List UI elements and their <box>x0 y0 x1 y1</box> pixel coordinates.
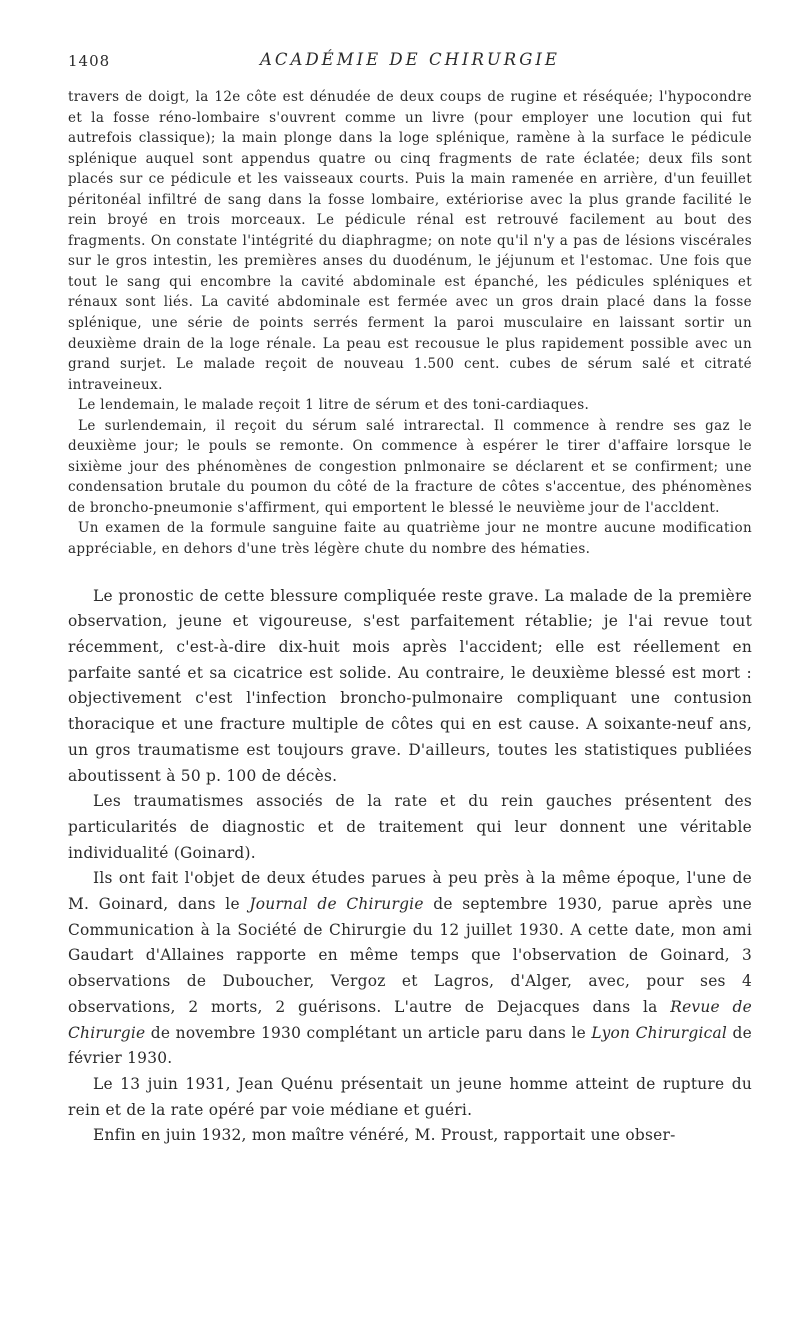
discussion-paragraph-prognosis: Le pronostic de cette blessure compliquée reste grave. La malade de la première observation, jeune et vigoureuse, s'est parfaitement rétablie; je l'ai revue tout récemment, c'est-à-dire dix-huit mois après l'accident; elle est réellement en parfaite santé et sa cicatrice est solide. Au contraire, le deuxième blessé est mort : objectivement c'est l'infection broncho-pulmonaire compliquant une contusion thoracique et une fracture multiple de côtes qui en est cause. A soixante-neuf ans, un gros traumatisme est toujours grave. D'ailleurs, toutes les statistiques publiées aboutissent à 50 p. 100 de décès. <box>68 586 752 785</box>
case-paragraph-operation: travers de doigt, la 12e côte est dénudée de deux coups de rugine et réséquée; l'hypocondre et la fosse réno-lombaire s'ouvrent comme un livre (pour employer une locution qui fut autrefois classique); la main plonge dans la loge splénique, ramène à la surface le pédicule splénique auquel sont appendus quatre ou cinq fragments de rate éclatée; deux fils sont placés sur ce pédicule et les vaisseaux courts. Puis la main ramenée en arrière, d'un feuillet péritonéal infiltré de sang dans la fosse lombaire, extériorise avec la plus grande facilité le rein broyé en trois morceaux. Le pédicule rénal est retrouvé facilement au bout des fragments. On constate l'intégrité du diaphragme; on note qu'il n'y a pas de lésions viscérales sur le gros intestin, les premières anses du duodénum, le jéjunum et l'estomac. Une fois que tout le sang qui encombre la cavité abdominale est épanché, les pédicules spléniques et rénaux sont liés. La cavité abdominale est fermée avec un gros drain placé dans la fosse splénique, une série de points serrés ferment la paroi musculaire en laissant sortir un deuxième drain de la loge rénale. La peau est recousue le plus rapidement possible avec un grand surjet. Le malade reçoit de nouveau 1.500 cent. cubes de sérum salé et citraté intraveineux. <box>68 89 752 393</box>
page-number: 1408 <box>68 52 111 70</box>
case-paragraph-blood-exam: Un examen de la formule sanguine faite au quatrième jour ne montre aucune modification appréciable, en dehors d'une très légère chute du nombre des hématies. <box>68 520 752 558</box>
discussion-paragraph-quenu: Le 13 juin 1931, Jean Quénu présentait un jeune homme atteint de rupture du rein et de la rate opéré par voie médiane et guéri. <box>68 1074 752 1119</box>
case-report-block <box>68 87 752 560</box>
studies-text-3: de novembre 1930 complétant un article paru dans le <box>145 1023 592 1042</box>
running-header <box>68 48 752 78</box>
lyon-chirurgical-title: Lyon Chirurgical <box>591 1023 728 1042</box>
discussion-paragraph-particularities: Les traumatismes associés de la rate et du rein gauches présentent des particularités de diagnostic et de traitement qui leur donnent une véritable individualité (Goinard). <box>68 792 752 862</box>
discussion-block <box>68 584 752 1149</box>
journal-page <box>68 48 752 1149</box>
revue-de-chirurgie-title: Revue de Chirurgie <box>68 997 752 1042</box>
studies-text-2: de septembre 1930, parue après une Communication à la Société de Chirurgie du 12 juillet 1930. A cette date, mon ami Gaudart d'Allaines rapporte en même temps que l'observation de Goinard, 3 observations de Duboucher, Vergoz et Lagros, d'Alger, avec, pour ses 4 observations, 2 morts, 2 guérisons. L'autre de Dejacques dans la <box>68 895 752 1016</box>
case-paragraph-following-days: Le surlendemain, il reçoit du sérum salé intrarectal. Il commence à rendre ses gaz le deuxième jour; le pouls se remonte. On commence à espérer le tirer d'affaire lorsque le sixième jour des phénomènes de congestion pnlmonaire se déclarent et se confirment; une condensation brutale du poumon du côté de la fracture de côtes s'accentue, des phénomènes de broncho-pneumonie s'affirment, qui emportent le blessé le neuvième jour de l'accldent. <box>68 417 752 516</box>
case-paragraph-next-day: Le lendemain, le malade reçoit 1 litre de sérum et des toni-cardiaques. <box>78 397 590 414</box>
discussion-paragraph-proust: Enfin en juin 1932, mon maître vénéré, M. Proust, rapportait une obser- <box>93 1126 676 1145</box>
journal-de-chirurgie-title: Journal de Chirurgie <box>249 895 424 914</box>
journal-title: ACADÉMIE DE CHIRURGIE <box>260 50 560 69</box>
studies-text-4: de février 1930. <box>68 1023 752 1068</box>
discussion-paragraph-studies <box>68 866 752 1072</box>
studies-text-1: Ils ont fait l'objet de deux études parues à peu près à la même époque, l'une de M. Goinard, dans le <box>68 869 752 914</box>
